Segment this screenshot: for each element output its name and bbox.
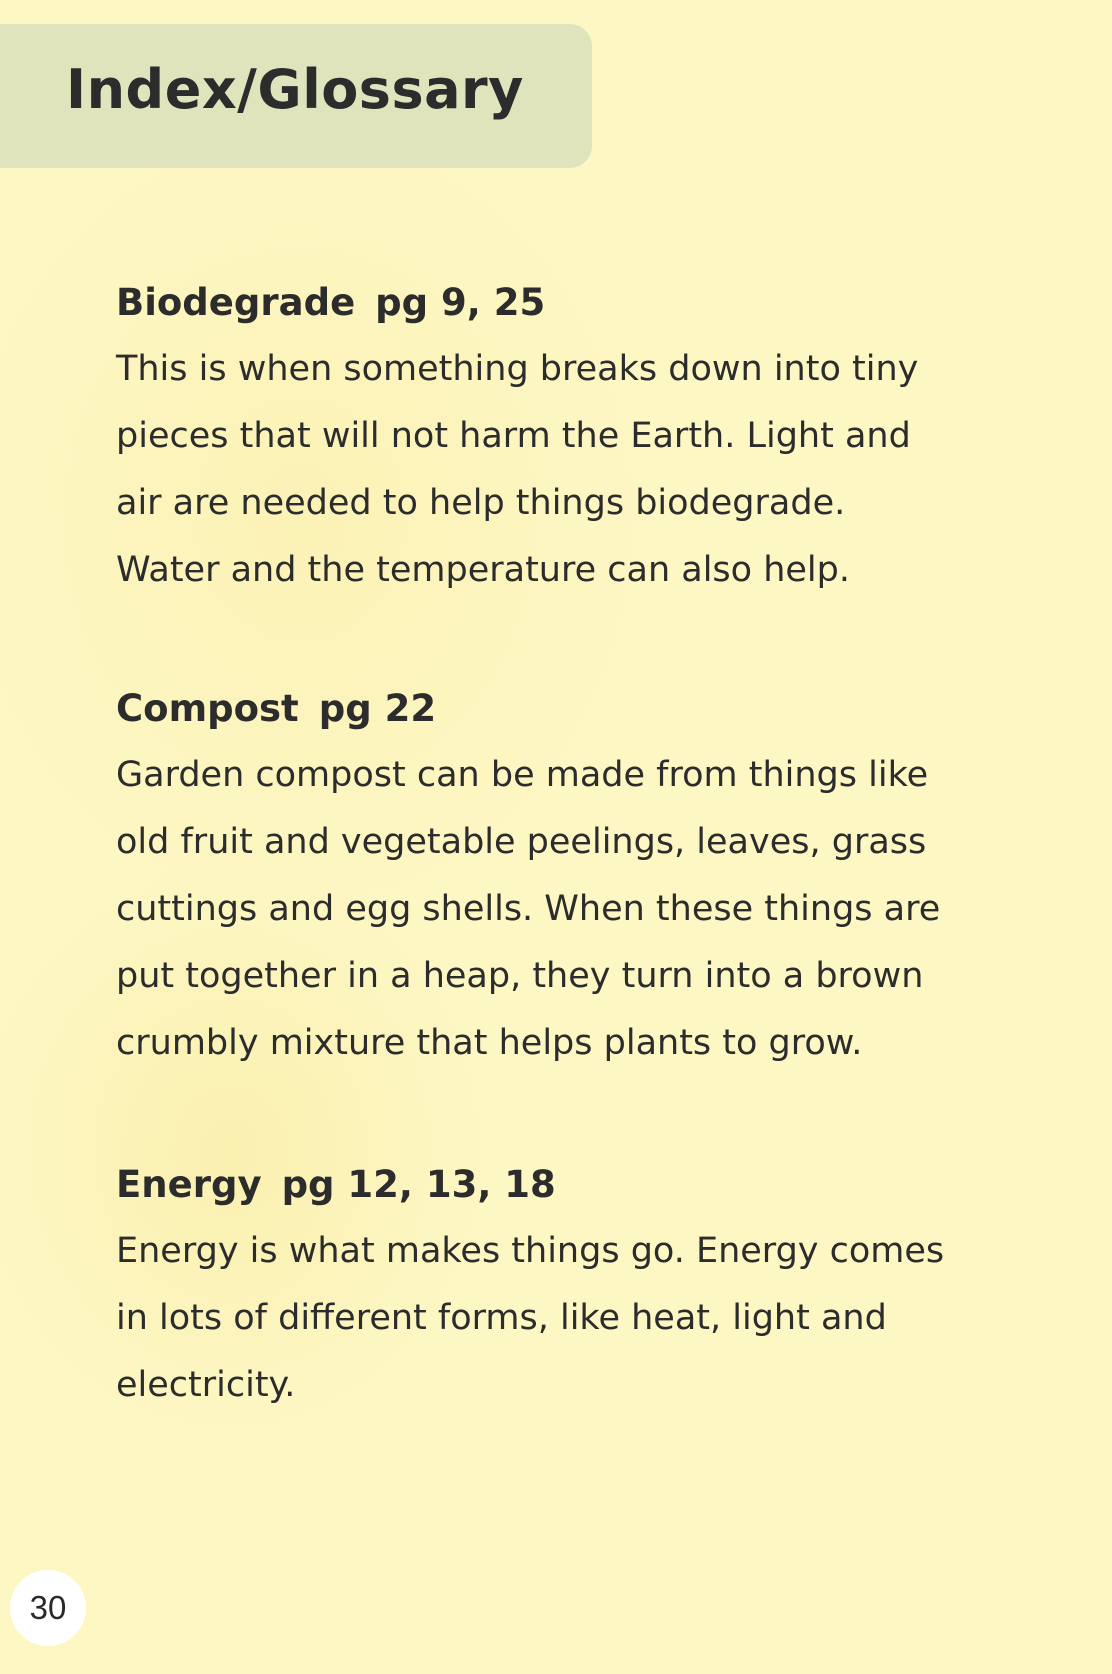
- entry-term: Biodegrade: [116, 281, 356, 324]
- entry-term: Energy: [116, 1163, 262, 1206]
- definition-line: Garden compost can be made from things like: [116, 755, 929, 795]
- entry-definition: [116, 336, 1066, 604]
- definition-line: in lots of different forms, like heat, light and: [116, 1298, 887, 1338]
- glossary-entry-energy: [116, 1152, 1066, 1419]
- entry-pages: pg 22: [318, 687, 437, 730]
- definition-line: air are needed to help things biodegrade.: [116, 483, 846, 523]
- entry-heading: [116, 1152, 1066, 1218]
- glossary-entry-compost: [116, 676, 1066, 1077]
- definition-line: pieces that will not harm the Earth. Light and: [116, 416, 911, 456]
- page-title: Index/Glossary: [66, 58, 524, 121]
- definition-line: old fruit and vegetable peelings, leaves, grass: [116, 822, 927, 862]
- entry-pages: pg 9, 25: [375, 281, 546, 324]
- entry-heading: [116, 676, 1066, 742]
- entry-heading: [116, 270, 1066, 336]
- definition-line: Energy is what makes things go. Energy comes: [116, 1231, 945, 1271]
- entry-definition: [116, 1218, 1066, 1419]
- definition-line: cuttings and egg shells. When these things are: [116, 889, 941, 929]
- definition-line: put together in a heap, they turn into a brown: [116, 956, 924, 996]
- entry-pages: pg 12, 13, 18: [281, 1163, 556, 1206]
- entry-term: Compost: [116, 687, 299, 730]
- entry-definition: [116, 742, 1066, 1077]
- definition-line: electricity.: [116, 1365, 296, 1405]
- definition-line: Water and the temperature can also help.: [116, 550, 850, 590]
- page-number: 30: [10, 1570, 86, 1646]
- glossary-entry-biodegrade: [116, 270, 1066, 604]
- definition-line: crumbly mixture that helps plants to grow.: [116, 1023, 863, 1063]
- definition-line: This is when something breaks down into tiny: [116, 349, 919, 389]
